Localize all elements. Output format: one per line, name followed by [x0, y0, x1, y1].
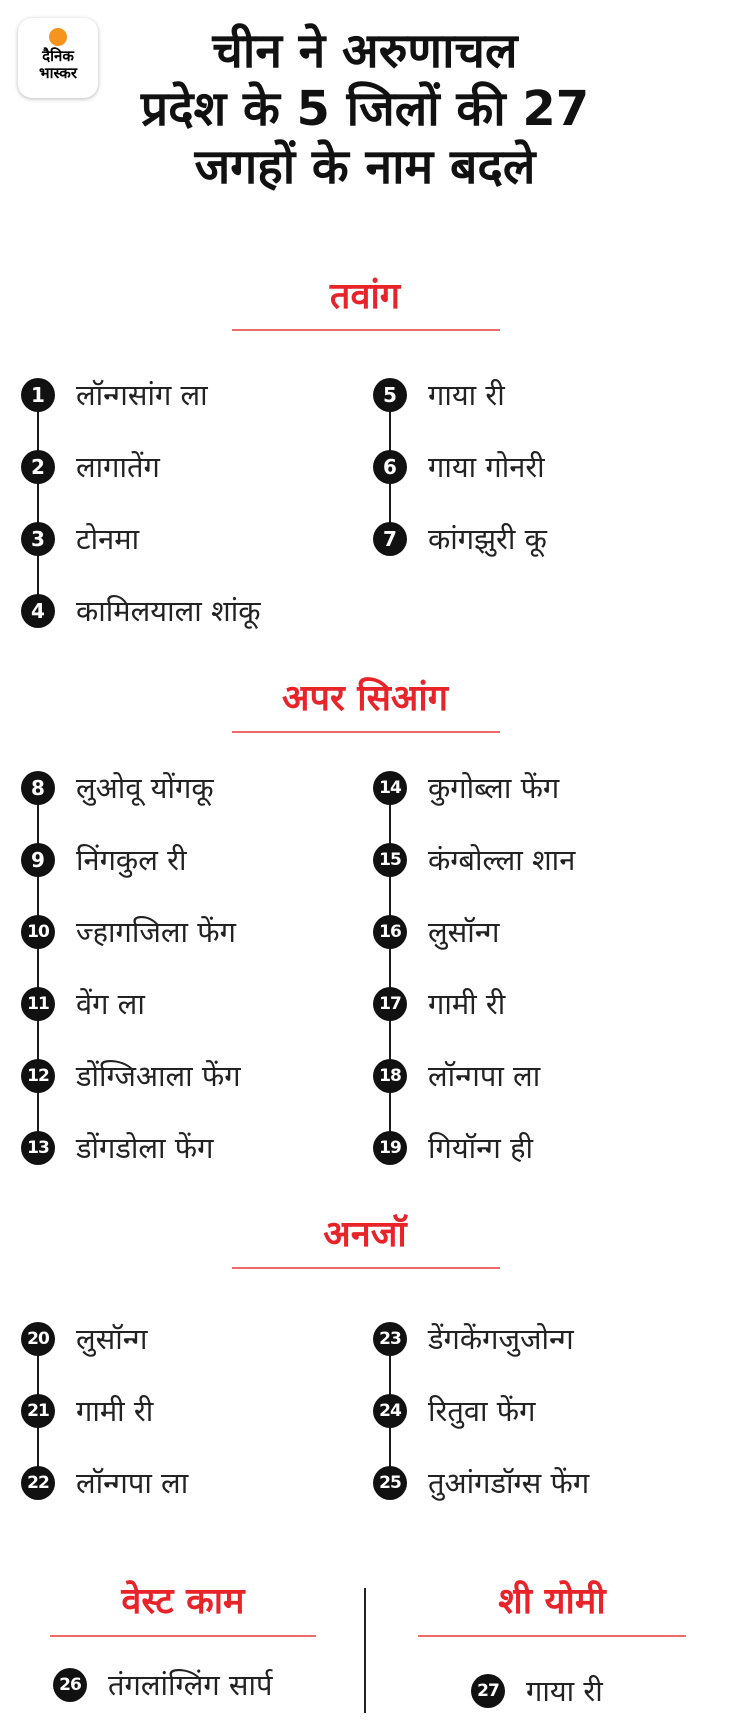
number-badge: 1 — [21, 378, 55, 412]
logo-line-1: दैनिक — [42, 47, 74, 65]
section-rule-shi-yomi — [418, 1635, 686, 1637]
title-line-2: प्रदेश के 5 जिलों की 27 — [140, 81, 590, 137]
section-title-upper-siang: अपर सिआंग — [282, 678, 448, 719]
place-name: गाया री — [428, 378, 505, 412]
place-name: गाया री — [526, 1674, 603, 1708]
number-badge: 2 — [21, 450, 55, 484]
list-item — [20, 1392, 360, 1428]
number-badge: 16 — [373, 915, 407, 949]
number-badge: 6 — [373, 450, 407, 484]
place-name: टोनमा — [76, 522, 140, 556]
place-name: निंगकुल री — [76, 843, 187, 877]
list-item — [372, 1392, 712, 1428]
place-name: लॉन्गसांग ला — [76, 378, 208, 412]
place-name: लुसॉन्ग — [76, 1322, 148, 1356]
number-badge: 21 — [21, 1394, 55, 1428]
place-name: गाया गोनरी — [428, 450, 545, 484]
number-badge: 3 — [21, 522, 55, 556]
list-item — [20, 1057, 360, 1093]
list-item — [20, 520, 360, 556]
list-item — [372, 913, 712, 949]
place-name: ज्हागजिला फेंग — [76, 915, 236, 949]
place-name: डेंगकेंगजुजोन्ग — [428, 1322, 574, 1356]
number-badge: 5 — [373, 378, 407, 412]
list-item — [20, 1320, 360, 1356]
place-name: गामी री — [76, 1394, 154, 1428]
number-badge: 13 — [21, 1131, 55, 1165]
place-name: रितुवा फेंग — [428, 1394, 536, 1428]
list-item — [372, 376, 712, 412]
section-rule-tawang — [232, 329, 500, 331]
list-item — [20, 841, 360, 877]
section-rule-upper-siang — [232, 731, 500, 733]
number-badge: 18 — [373, 1059, 407, 1093]
list-west-kameng — [52, 1666, 352, 1706]
place-name: कंग्बोल्ला शान — [428, 843, 576, 877]
number-badge: 26 — [53, 1668, 87, 1702]
place-name: तुआंगडॉग्स फेंग — [428, 1466, 590, 1500]
place-name: वेंग ला — [76, 987, 145, 1021]
place-name: कामिलयाला शांकू — [76, 594, 261, 628]
number-badge: 8 — [21, 771, 55, 805]
list-item — [20, 592, 360, 628]
list-item — [372, 841, 712, 877]
place-name: कुगोब्ला फेंग — [428, 771, 560, 805]
number-badge: 20 — [21, 1322, 55, 1356]
list-tawang-left — [20, 376, 360, 626]
section-title-shi-yomi: शी योमी — [498, 1581, 606, 1622]
list-item — [20, 448, 360, 484]
column-divider — [364, 1588, 366, 1713]
list-item — [20, 1464, 360, 1500]
place-name: लागातेंग — [76, 450, 160, 484]
section-title-tawang: तवांग — [329, 276, 401, 317]
place-name: लुसॉन्ग — [428, 915, 500, 949]
place-name: कांगझुरी कू — [428, 522, 547, 556]
place-name: लुओवू योंगकू — [76, 771, 214, 805]
list-item — [20, 769, 360, 805]
section-rule-anjaw — [232, 1267, 500, 1269]
number-badge: 23 — [373, 1322, 407, 1356]
list-item — [52, 1666, 352, 1702]
list-item — [372, 1057, 712, 1093]
place-name: डोंग्जिआला फेंग — [76, 1059, 241, 1093]
place-name: गियॉन्ग ही — [428, 1131, 533, 1165]
page-title — [80, 22, 650, 196]
place-name: लॉन्गपा ला — [76, 1466, 189, 1500]
number-badge: 22 — [21, 1466, 55, 1500]
list-item — [470, 1672, 700, 1708]
list-upper-siang-left — [20, 769, 360, 1169]
place-name: लॉन्गपा ला — [428, 1059, 541, 1093]
list-item — [372, 1320, 712, 1356]
number-badge: 24 — [373, 1394, 407, 1428]
number-badge: 15 — [373, 843, 407, 877]
place-name: गामी री — [428, 987, 506, 1021]
list-item — [372, 448, 712, 484]
list-item — [372, 985, 712, 1021]
list-tawang-right — [372, 376, 712, 576]
list-item — [20, 1129, 360, 1165]
section-rule-west-kameng — [50, 1635, 316, 1637]
section-title-west-kameng: वेस्ट काम — [121, 1581, 245, 1622]
logo-line-2: भास्कर — [39, 64, 77, 82]
connector-line — [37, 395, 39, 611]
number-badge: 11 — [21, 987, 55, 1021]
list-item — [20, 913, 360, 949]
number-badge: 17 — [373, 987, 407, 1021]
list-item — [372, 769, 712, 805]
list-item — [372, 1464, 712, 1500]
number-badge: 4 — [21, 594, 55, 628]
list-item — [372, 520, 712, 556]
title-line-3: जगहों के नाम बदले — [194, 139, 536, 195]
list-shi-yomi — [470, 1672, 700, 1712]
number-badge: 27 — [471, 1674, 505, 1708]
number-badge: 14 — [373, 771, 407, 805]
title-line-1: चीन ने अरुणाचल — [212, 23, 518, 79]
list-anjaw-right — [372, 1320, 712, 1520]
number-badge: 25 — [373, 1466, 407, 1500]
place-name: डोंगडोला फेंग — [76, 1131, 214, 1165]
number-badge: 7 — [373, 522, 407, 556]
list-item — [20, 985, 360, 1021]
list-item — [20, 376, 360, 412]
number-badge: 10 — [21, 915, 55, 949]
number-badge: 19 — [373, 1131, 407, 1165]
list-upper-siang-right — [372, 769, 712, 1169]
section-title-anjaw: अनजॉ — [323, 1214, 407, 1255]
list-item — [372, 1129, 712, 1165]
number-badge: 9 — [21, 843, 55, 877]
number-badge: 12 — [21, 1059, 55, 1093]
place-name: तंगलांग्लिंग सार्प — [108, 1668, 273, 1702]
sun-icon — [49, 28, 67, 46]
list-anjaw-left — [20, 1320, 360, 1520]
